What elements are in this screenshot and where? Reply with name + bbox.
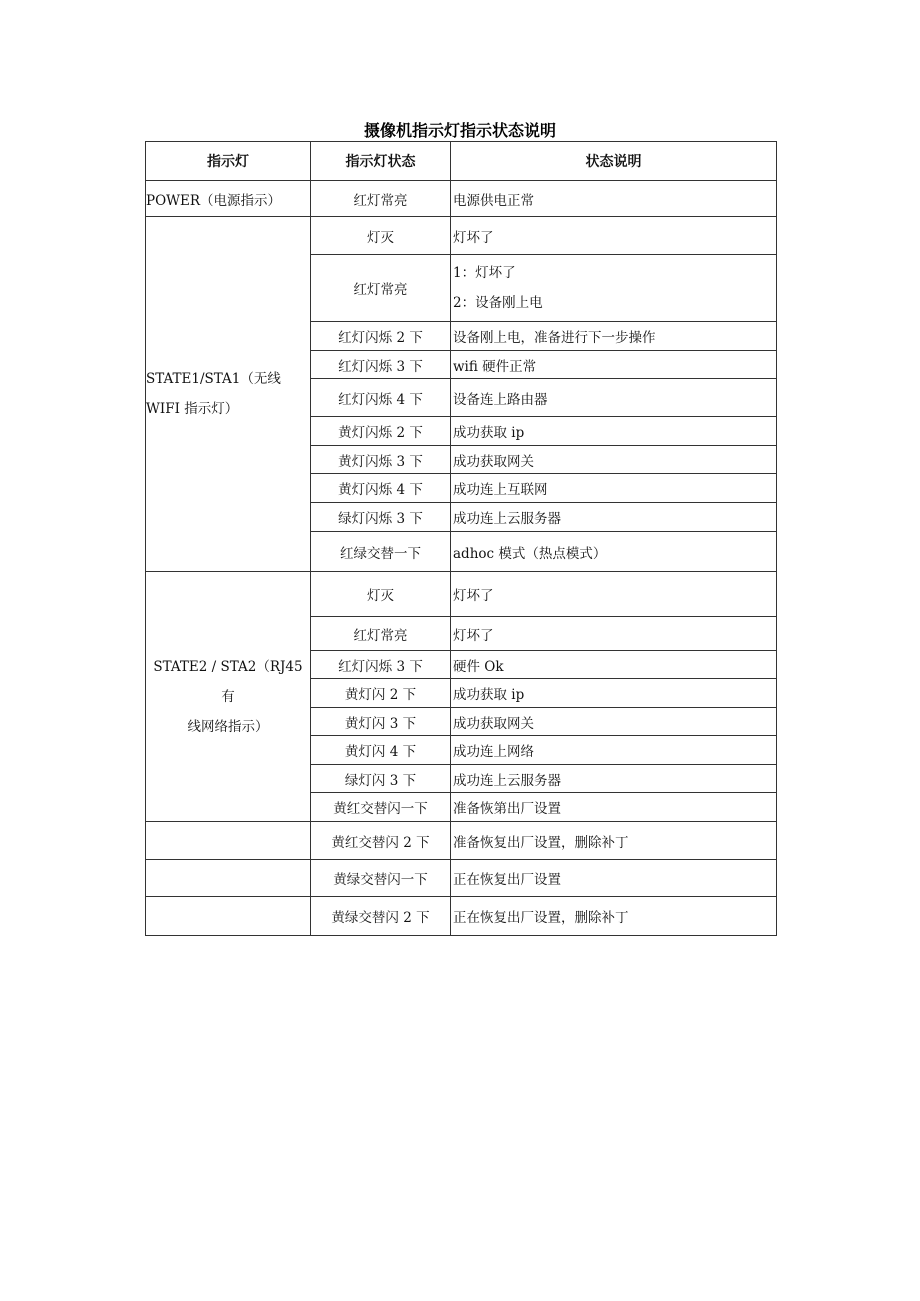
table-row (146, 822, 777, 860)
description-cell: 成功连上云服务器 (451, 765, 777, 793)
description-cell: 成功连上互联网 (451, 474, 777, 503)
indicator-wifi-line2: WIFI 指示灯） (146, 401, 239, 417)
description-cell: 正在恢复出厂设置 (451, 860, 777, 897)
table-row (146, 572, 777, 617)
state-cell: 黄灯闪烁 2 下 (311, 417, 451, 446)
state-cell: 红灯闪烁 3 下 (311, 651, 451, 679)
state-cell: 黄绿交替闪一下 (311, 860, 451, 897)
state-cell: 黄灯闪烁 3 下 (311, 446, 451, 474)
state-cell: 红灯闪烁 3 下 (311, 351, 451, 379)
state-cell: 黄灯闪 3 下 (311, 708, 451, 736)
description-line: 2：设备刚上电 (453, 295, 543, 311)
description-cell: 设备刚上电，准备进行下一步操作 (451, 322, 777, 351)
state-cell: 灯灭 (311, 217, 451, 255)
description-cell: 电源供电正常 (451, 181, 777, 217)
state-cell: 黄灯闪 2 下 (311, 679, 451, 708)
description-cell: 正在恢复出厂设置，删除补丁 (451, 897, 777, 936)
header-state: 指示灯状态 (311, 142, 451, 181)
description-cell: 成功获取网关 (451, 446, 777, 474)
state-cell: 红灯闪烁 4 下 (311, 379, 451, 417)
description-cell: 准备恢第出厂设置 (451, 793, 777, 822)
description-cell: 成功连上网络 (451, 736, 777, 765)
indicator-rj45-line1: STATE2 / STA2（RJ45 有 (153, 658, 303, 705)
description-cell: 准备恢复出厂设置，删除补丁 (451, 822, 777, 860)
state-cell: 黄灯闪烁 4 下 (311, 474, 451, 503)
state-cell: 红灯常亮 (311, 181, 451, 217)
indicator-wifi-line1: STATE1/STA1（无线 (146, 371, 281, 387)
table-row (146, 217, 777, 255)
state-cell: 红灯闪烁 2 下 (311, 322, 451, 351)
indicator-status-table (145, 141, 777, 936)
indicator-empty (146, 860, 311, 897)
table-row (146, 181, 777, 217)
description-cell: 灯坏了 (451, 572, 777, 617)
description-cell: 成功连上云服务器 (451, 503, 777, 532)
indicator-power: POWER（电源指示） (146, 181, 311, 217)
description-cell: wifi 硬件正常 (451, 351, 777, 379)
description-cell: 灯坏了 (451, 217, 777, 255)
indicator-empty (146, 822, 311, 860)
indicator-rj45-line2: 线网络指示） (187, 718, 269, 735)
indicator-wifi (146, 217, 311, 572)
header-description: 状态说明 (451, 142, 777, 181)
description-cell: adhoc 模式（热点模式） (451, 532, 777, 572)
description-cell: 硬件 Ok (451, 651, 777, 679)
state-cell: 红绿交替一下 (311, 532, 451, 572)
header-indicator: 指示灯 (146, 142, 311, 181)
description-cell: 成功获取 ip (451, 417, 777, 446)
page-title: 摄像机指示灯指示状态说明 (363, 121, 556, 140)
state-cell: 绿灯闪 3 下 (311, 765, 451, 793)
state-cell: 灯灭 (311, 572, 451, 617)
state-cell: 黄红交替闪一下 (311, 793, 451, 822)
state-cell: 黄绿交替闪 2 下 (311, 897, 451, 936)
description-cell: 设备连上路由器 (451, 379, 777, 417)
indicator-rj45 (146, 572, 311, 822)
description-line: 1：灯坏了 (453, 265, 516, 281)
state-cell: 黄灯闪 4 下 (311, 736, 451, 765)
table-row (146, 860, 777, 897)
description-cell (451, 255, 777, 322)
description-cell: 灯坏了 (451, 617, 777, 651)
state-cell: 红灯常亮 (311, 255, 451, 322)
state-cell: 红灯常亮 (311, 617, 451, 651)
table-row (146, 897, 777, 936)
description-cell: 成功获取网关 (451, 708, 777, 736)
table-header-row (146, 142, 777, 181)
description-cell: 成功获取 ip (451, 679, 777, 708)
state-cell: 绿灯闪烁 3 下 (311, 503, 451, 532)
state-cell: 黄红交替闪 2 下 (311, 822, 451, 860)
indicator-empty (146, 897, 311, 936)
